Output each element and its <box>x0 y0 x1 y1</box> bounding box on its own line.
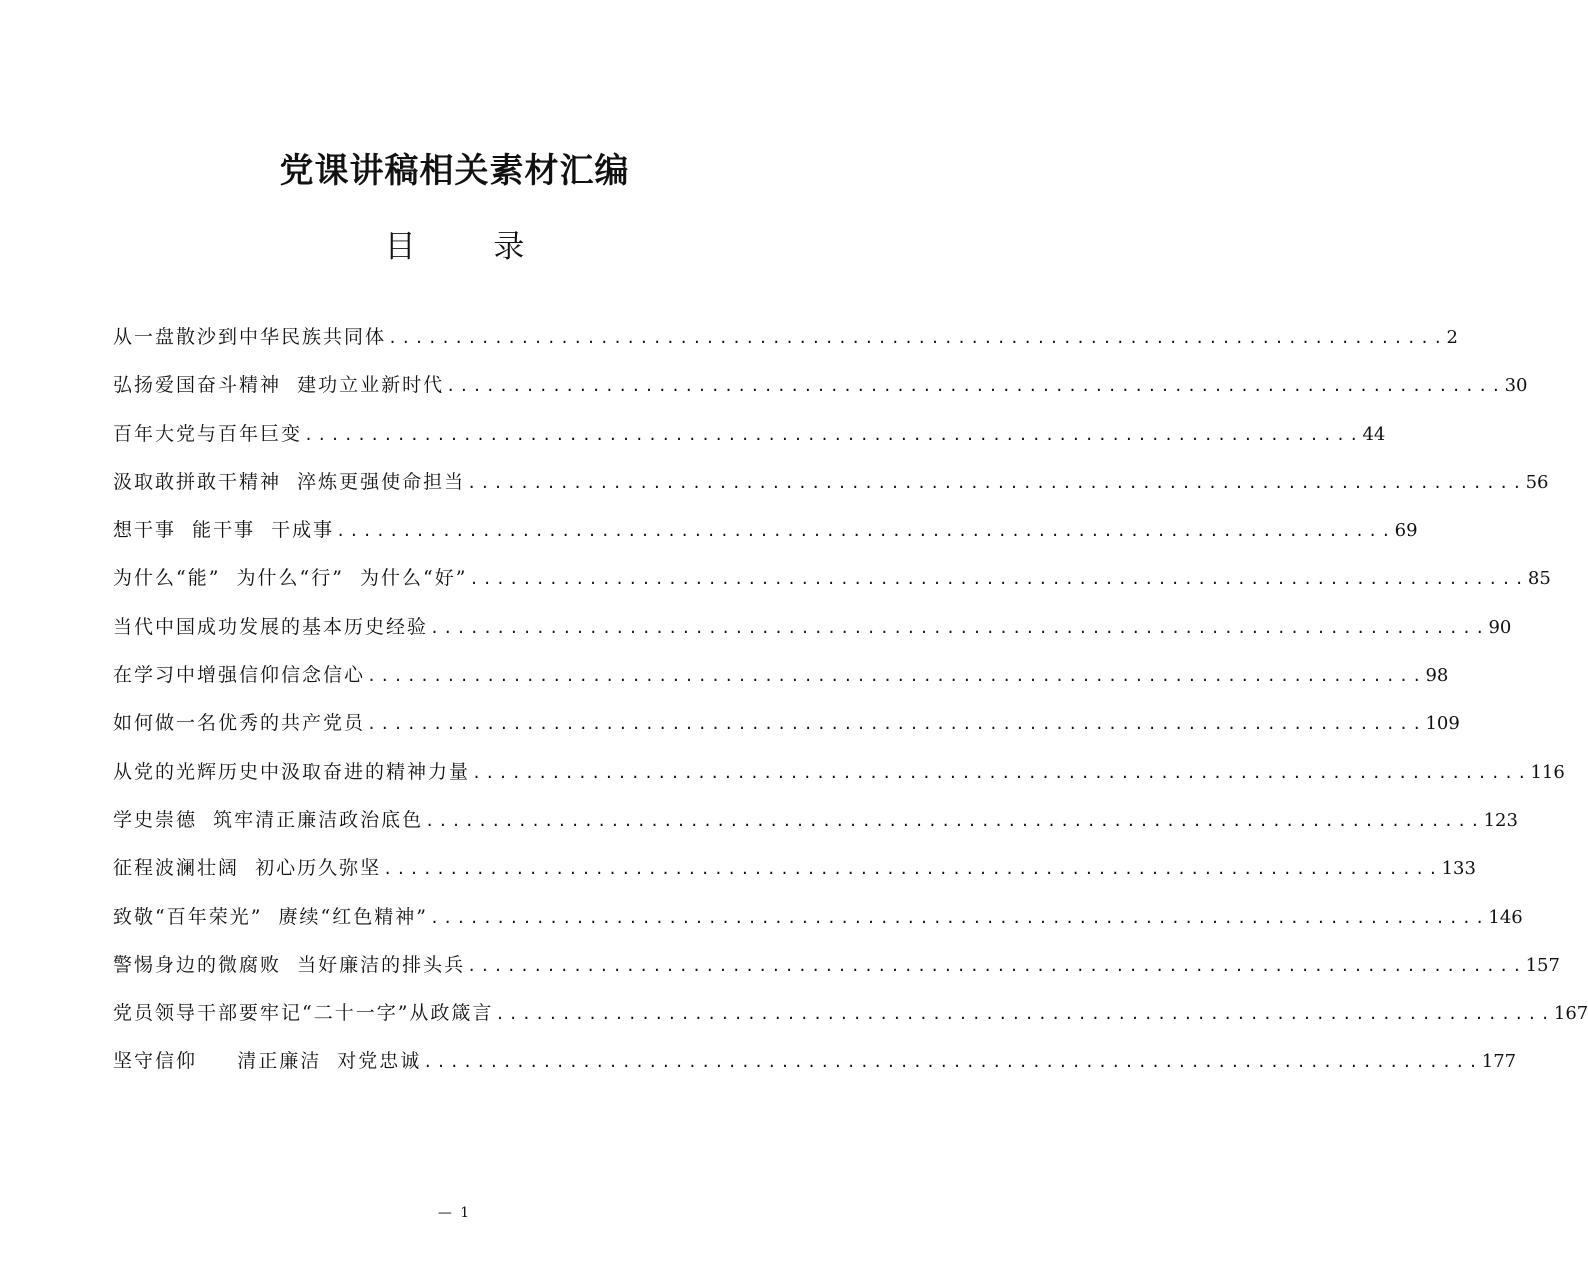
dot-leader: ................................................................................ <box>495 1005 1554 1024</box>
toc-entry[interactable] <box>113 458 1549 506</box>
toc-entry-title: 从党的光辉历史中汲取奋进的精神力量 <box>113 760 471 783</box>
toc-entry[interactable] <box>113 651 1449 699</box>
dot-leader: ................................................................................ <box>469 570 1528 589</box>
toc-entry-title: 坚守信仰 清正廉洁 对党忠诚 <box>113 1050 422 1073</box>
toc-entry-title: 警惕身边的微腐败 当好廉洁的排头兵 <box>113 953 466 976</box>
dot-leader: ................................................................................ <box>336 522 1395 541</box>
toc-entry-title: 致敬“百年荣光” 赓续“红色精神” <box>113 905 428 928</box>
dot-leader: ................................................................................ <box>383 860 1442 879</box>
toc-entry-title: 党员领导干部要牢记“二十一字”从政箴言 <box>113 1002 494 1025</box>
toc-entry[interactable] <box>113 361 1528 409</box>
toc-entry[interactable] <box>113 554 1551 602</box>
toc-entry-title: 在学习中增强信仰信念信心 <box>113 664 366 687</box>
toc-entry-title: 为什么“能” 为什么“行” 为什么“好” <box>113 567 468 590</box>
toc-entry-title: 汲取敢拼敢干精神 淬炼更强使命担当 <box>113 470 466 493</box>
toc-page-number: 30 <box>1504 375 1528 397</box>
toc-page-number: 123 <box>1483 809 1518 831</box>
dot-leader: ................................................................................ <box>472 763 1531 782</box>
toc-entry-title: 征程波澜壮阔 初心历久弥坚 <box>113 857 382 880</box>
toc-page-number: 69 <box>1394 520 1418 542</box>
toc-entry-title: 百年大党与百年巨变 <box>113 422 303 445</box>
page-number-footer: — 1 <box>437 1205 472 1221</box>
toc-entry[interactable] <box>113 748 1565 796</box>
toc-entry[interactable] <box>113 410 1386 458</box>
toc-entry[interactable] <box>113 506 1418 554</box>
toc-entry[interactable] <box>113 941 1560 989</box>
toc-entry[interactable] <box>113 796 1518 844</box>
dot-leader: ................................................................................ <box>467 956 1526 975</box>
toc-entry[interactable] <box>113 313 1458 361</box>
toc-page-number: 98 <box>1425 665 1449 687</box>
toc-page-number: 44 <box>1362 423 1386 445</box>
toc-entry-title: 学史崇德 筑牢清正廉洁政治底色 <box>113 808 424 831</box>
toc-heading: 目 录 <box>384 229 559 265</box>
toc-page-number: 2 <box>1446 327 1458 348</box>
toc-entry[interactable] <box>113 893 1523 941</box>
table-of-contents <box>113 313 1588 1086</box>
toc-entry-title: 想干事 能干事 干成事 <box>113 519 335 542</box>
document-title: 党课讲稿相关素材汇编 <box>279 151 630 191</box>
toc-entry-title: 弘扬爱国奋斗精神 建功立业新时代 <box>113 374 445 397</box>
toc-page-number: 157 <box>1525 954 1560 976</box>
toc-entry[interactable] <box>113 699 1460 747</box>
toc-entry[interactable] <box>113 1037 1517 1085</box>
toc-page-number: 90 <box>1488 616 1512 638</box>
toc-entry-title: 当代中国成功发展的基本历史经验 <box>113 615 429 638</box>
toc-page-number: 167 <box>1553 1003 1588 1025</box>
toc-entry[interactable] <box>113 989 1588 1037</box>
toc-page-number: 109 <box>1425 713 1460 735</box>
dot-leader: ................................................................................ <box>367 715 1426 734</box>
dot-leader: ................................................................................ <box>467 473 1526 492</box>
toc-entry-title: 从一盘散沙到中华民族共同体 <box>113 326 387 348</box>
toc-entry[interactable] <box>113 603 1512 651</box>
toc-page-number: 133 <box>1441 858 1476 880</box>
dot-leader: ................................................................................ <box>425 811 1484 830</box>
toc-entry[interactable] <box>113 844 1476 892</box>
toc-page-number: 116 <box>1530 761 1565 783</box>
dot-leader: ................................................................................ <box>367 667 1426 686</box>
dot-leader: ................................................................................ <box>423 1053 1482 1072</box>
toc-page-number: 177 <box>1481 1051 1517 1073</box>
dot-leader: ................................................................................ <box>430 618 1489 637</box>
dot-leader: ................................................................................ <box>429 908 1489 927</box>
dot-leader: ................................................................................ <box>388 329 1447 347</box>
toc-page-number: 146 <box>1488 906 1523 928</box>
toc-entry-title: 如何做一名优秀的共产党员 <box>113 712 366 735</box>
dot-leader: ................................................................................ <box>304 425 1363 444</box>
dot-leader: ................................................................................ <box>446 377 1505 396</box>
toc-page-number: 85 <box>1527 568 1551 590</box>
toc-page-number: 56 <box>1525 471 1549 493</box>
